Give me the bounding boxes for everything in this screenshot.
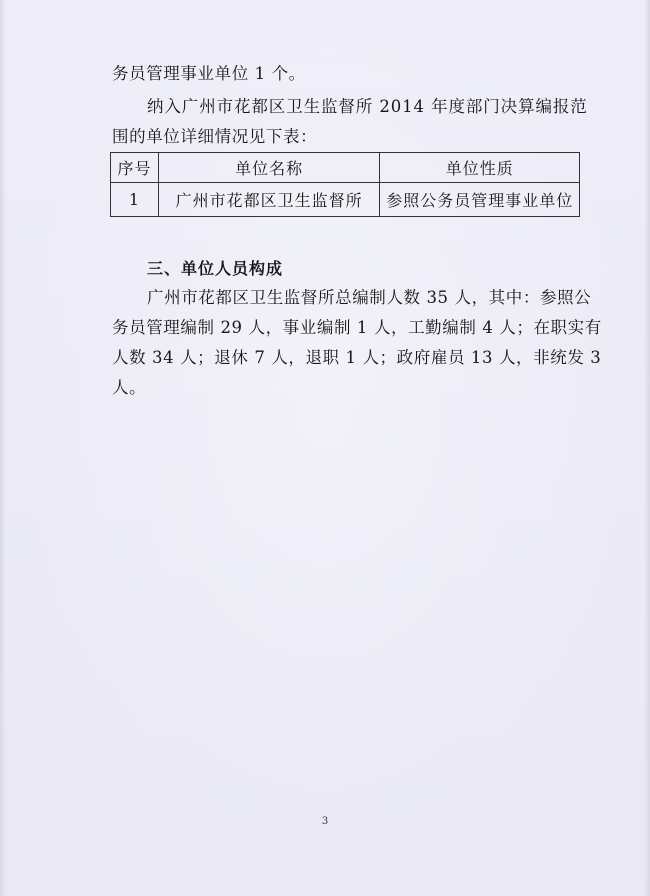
paragraph-line: 人数 34 人；退休 7 人，退职 1 人；政府雇员 13 人，非统发 3 [112,348,602,367]
page-edge-left [0,0,6,896]
table-cell: 广州市花都区卫生监督所 [158,183,380,217]
table-cell: 1 [111,183,159,217]
table-cell: 参照公务员管理事业单位 [380,183,580,217]
table-row [111,183,580,217]
section-heading: 三、单位人员构成 [147,259,284,278]
table-header-cell: 单位性质 [380,153,580,183]
page-edge-right [644,0,650,896]
unit-table [110,152,580,217]
paragraph-line: 广州市花都区卫生监督所总编制人数 35 人，其中：参照公 [147,288,592,307]
page-number: 3 [321,816,329,827]
paragraph-line: 务员管理编制 29 人，事业编制 1 人，工勤编制 4 人；在职实有 [112,318,602,337]
paragraph-line: 人。 [112,378,147,397]
paragraph-line: 务员管理事业单位 1 个。 [112,64,306,83]
paragraph-line: 围的单位详细情况见下表： [112,127,318,146]
table-header-row [111,153,580,183]
paragraph-line: 纳入广州市花都区卫生监督所 2014 年度部门决算编报范 [147,97,588,116]
table-header-cell: 单位名称 [158,153,380,183]
table-header-cell: 序号 [111,153,159,183]
